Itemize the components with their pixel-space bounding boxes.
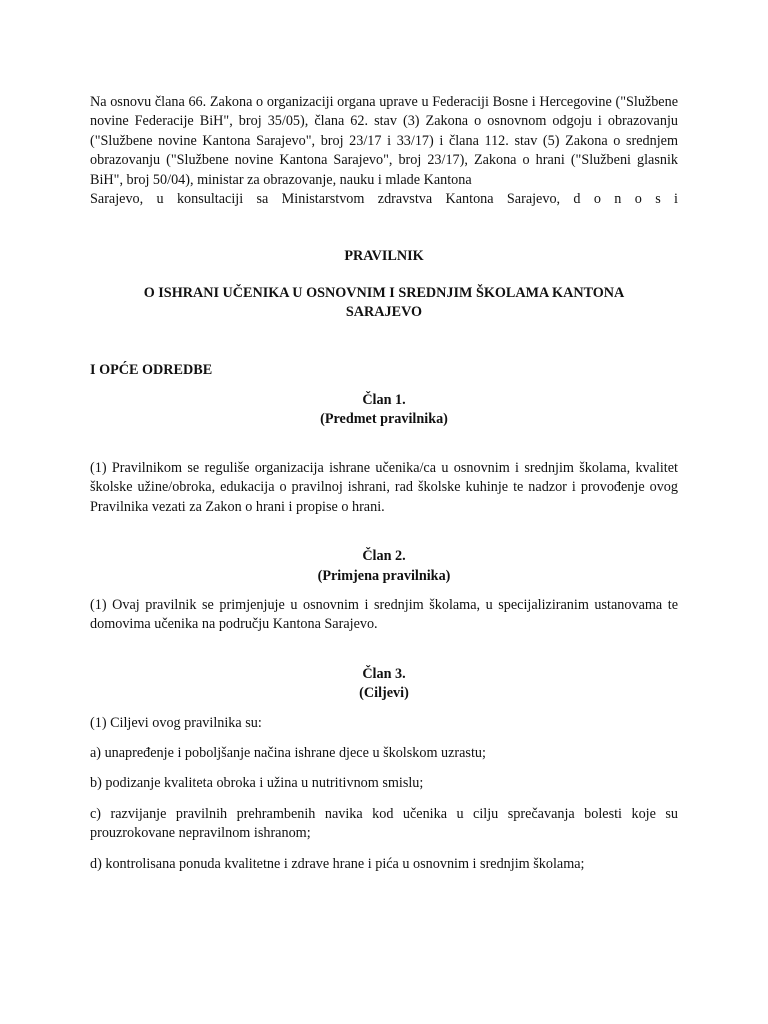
document-type: PRAVILNIK bbox=[344, 248, 424, 265]
article-1-paragraph-1: (1) Pravilnikom se reguliše organizacija ishrane učenika/ca u osnovnim i srednjim školama, kvalitet školske užine/obroka, edukacija o pravilnoj ishrani, rad školske kuhinje te nadzor i provođenje ovog Pravilnika vezati za Zakon o hrani i propise o hrani. bbox=[90, 459, 678, 515]
section-heading: I OPĆE ODREDBE bbox=[90, 361, 213, 378]
article-3-number: Član 3. bbox=[362, 665, 406, 682]
article-3-item-d: d) kontrolisana ponuda kvalitetne i zdrave hrane i pića u osnovnim i srednjim školama; bbox=[90, 855, 585, 872]
article-2-subtitle: (Primjena pravilnika) bbox=[317, 567, 451, 584]
article-3-item-a: a) unapređenje i poboljšanje načina ishrane djece u školskom uzrastu; bbox=[90, 744, 486, 761]
document-title-line-2: SARAJEVO bbox=[345, 304, 423, 321]
article-2-number: Član 2. bbox=[362, 548, 406, 565]
article-3-item-c: c) razvijanje pravilnih prehrambenih navika kod učenika u cilju sprečavanja bolesti koje su prouzrokovane nepravilnom ishranom; bbox=[90, 805, 678, 842]
article-1-subtitle: (Predmet pravilnika) bbox=[320, 411, 448, 428]
article-3-subtitle: (Ciljevi) bbox=[359, 685, 409, 702]
article-2-paragraph-1: (1) Ovaj pravilnik se primjenjuje u osnovnim i srednjim školama, u specijaliziranim ustanovama te domovima učenika na području Kantona Sarajevo. bbox=[90, 596, 678, 633]
article-1-number: Član 1. bbox=[362, 392, 406, 409]
document-page bbox=[90, 93, 678, 874]
document-title-line-1: O ISHRANI UČENIKA U OSNOVNIM I SREDNJIM ŠKOLAMA KANTONA bbox=[143, 284, 625, 301]
preamble-last-line: Sarajevo, u konsultaciji sa Ministarstvom zdravstva Kantona Sarajevo, d o n o s i bbox=[90, 191, 678, 208]
article-3-paragraph-1: (1) Ciljevi ovog pravilnika su: bbox=[90, 714, 262, 731]
preamble-text: Na osnovu člana 66. Zakona o organizaciji organa uprave u Federaciji Bosne i Hercegovine ("Službene novine Federacije BiH", broj 35/05), člana 62. stav (3) Zakona o osnovnom odgoju i obrazovanju ("Službene novine Kantona Sarajevo", broj 23/17 i 33/17) i člana 112. stav (5) Zakona o srednjem obrazovanju ("Službene novine Kantona Sarajevo", broj 23/17), Zakona o hrani ("Službeni glasnik BiH", broj 50/04), ministar za obrazovanje, nauku i mlade Kantona bbox=[90, 94, 678, 188]
article-3-item-b: b) podizanje kvaliteta obroka i užina u nutritivnom smislu; bbox=[90, 775, 424, 792]
